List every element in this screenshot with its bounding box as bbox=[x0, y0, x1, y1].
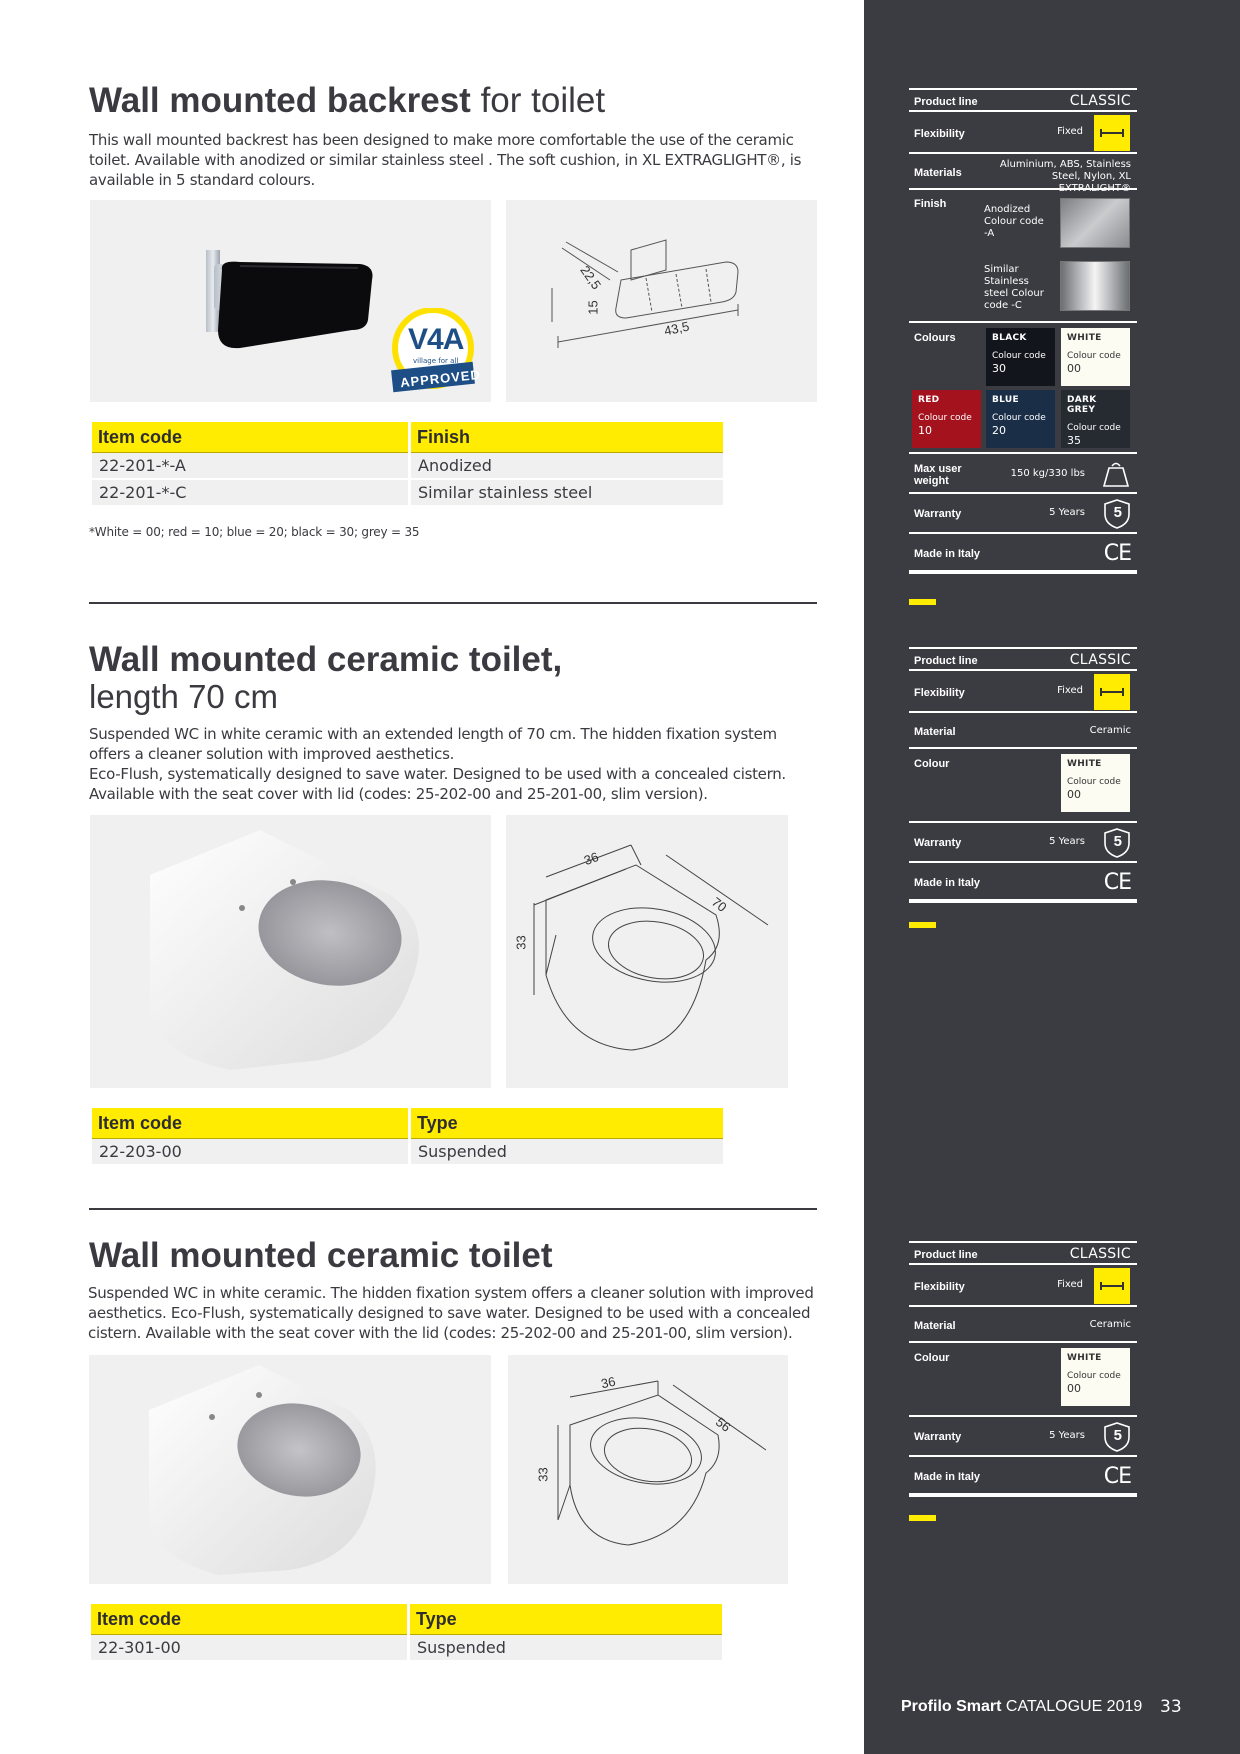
catalogue-footer bbox=[901, 1698, 1142, 1716]
table-header: Type bbox=[410, 1604, 722, 1635]
ce-mark-icon: CE bbox=[1103, 870, 1131, 895]
materials-row bbox=[909, 154, 1137, 194]
table-cell: Suspended bbox=[411, 1139, 723, 1166]
toilet-70-photo bbox=[90, 815, 491, 1088]
colour-chip-white: WHITE Colour code 00 bbox=[1061, 1348, 1130, 1406]
warranty-label: Warranty bbox=[914, 837, 962, 849]
warranty-value: 5 Years bbox=[1049, 507, 1085, 518]
product-line-row bbox=[909, 88, 1137, 112]
colour-chip-black: BLACK Colour code 30 bbox=[986, 328, 1055, 386]
warranty-label: Warranty bbox=[914, 508, 962, 520]
colour-footnote: *White = 00; red = 10; blue = 20; black = 30; grey = 35 bbox=[89, 525, 420, 539]
section-description: Suspended WC in white ceramic. The hidden fixation system offers a cleaner solution with improved aesthetics. Eco-Flush, systematically designed to save water. Designed to be used with a concealed cistern. Available with the seat cover with the lid (codes: 25-202-00 and 25-201-00, slim version). bbox=[88, 1284, 814, 1342]
flexibility-row bbox=[909, 1265, 1137, 1307]
section-divider bbox=[89, 602, 817, 604]
made-in-italy-label: Made in Italy bbox=[914, 1471, 981, 1483]
fixed-flexibility-icon bbox=[1094, 674, 1130, 710]
product-line-value: CLASSIC bbox=[1069, 1246, 1131, 1262]
table-cell: 22-301-00 bbox=[91, 1635, 407, 1662]
colour-row bbox=[909, 749, 1137, 823]
warranty-row bbox=[909, 494, 1137, 534]
section-title: Wall mounted ceramic toilet bbox=[89, 1236, 553, 1275]
table-cell: Suspended bbox=[410, 1635, 722, 1662]
table-row bbox=[92, 480, 723, 507]
backrest-photo bbox=[90, 200, 491, 402]
section-description: Suspended WC in white ceramic with an extended length of 70 cm. The hidden fixation system offers a cleaner solution with improved aesthetics. bbox=[89, 725, 777, 763]
fixed-flexibility-icon bbox=[1094, 1268, 1130, 1304]
flexibility-row bbox=[909, 112, 1137, 154]
colour-chip-blue: BLUE Colour code 20 bbox=[986, 390, 1055, 448]
table-row bbox=[92, 1139, 723, 1166]
made-in-italy-row bbox=[909, 863, 1137, 903]
ce-mark-icon: CE bbox=[1103, 541, 1131, 566]
page-number: 33 bbox=[1160, 1697, 1182, 1717]
item-code-table bbox=[89, 1108, 726, 1166]
finish-label: Finish bbox=[914, 198, 947, 210]
section-description: Eco-Flush, systematically designed to save water. Designed to be used with a concealed cistern. Available with the seat cover with lid (codes: 25-202-00 and 25-201-00, slim version). bbox=[89, 765, 786, 803]
anodized-swatch bbox=[1060, 198, 1130, 248]
yellow-accent-mark bbox=[909, 1515, 936, 1521]
colour-chip-red: RED Colour code 10 bbox=[912, 390, 981, 448]
section-backrest bbox=[89, 82, 817, 120]
made-in-italy-row bbox=[909, 534, 1137, 574]
warranty-label: Warranty bbox=[914, 1431, 962, 1443]
catalogue-label: CATALOGUE 2019 bbox=[1005, 1698, 1143, 1715]
colour-chip-white: WHITE Colour code 00 bbox=[1061, 754, 1130, 812]
backrest-drawing: 22,5 15 43,5 bbox=[506, 200, 817, 402]
material-row bbox=[909, 1307, 1137, 1343]
flexibility-label: Flexibility bbox=[914, 687, 965, 699]
spec-panel-toilet-70 bbox=[909, 647, 1137, 903]
max-weight-value: 150 kg/330 lbs bbox=[1010, 468, 1085, 479]
table-row bbox=[91, 1635, 722, 1662]
section-subtitle: length 70 cm bbox=[89, 678, 278, 715]
table-cell: 22-201-*-A bbox=[92, 453, 408, 480]
toilet-70-drawing: 36 70 33 bbox=[506, 815, 788, 1088]
colour-label: Colour bbox=[914, 758, 950, 770]
made-in-italy-row bbox=[909, 1457, 1137, 1497]
flexibility-value: Fixed bbox=[1057, 1279, 1083, 1290]
made-in-italy-label: Made in Italy bbox=[914, 877, 981, 889]
max-weight-label: Max user weight bbox=[914, 463, 962, 487]
product-line-row bbox=[909, 1241, 1137, 1265]
table-row bbox=[92, 453, 723, 480]
product-line-row bbox=[909, 647, 1137, 671]
brand-name: Profilo Smart bbox=[901, 1698, 1002, 1715]
section-title: Wall mounted ceramic toilet, bbox=[89, 640, 563, 679]
flexibility-label: Flexibility bbox=[914, 1281, 965, 1293]
warranty-number: 5 bbox=[1113, 1427, 1122, 1444]
table-header: Item code bbox=[91, 1604, 407, 1635]
toilet-drawing: 36 56 33 bbox=[508, 1355, 788, 1584]
table-cell: 22-203-00 bbox=[92, 1139, 408, 1166]
colour-label: Colour bbox=[914, 1352, 950, 1364]
material-label: Material bbox=[914, 1320, 956, 1332]
item-code-table bbox=[88, 1604, 725, 1662]
table-header: Item code bbox=[92, 1108, 408, 1139]
warranty-number: 5 bbox=[1113, 504, 1122, 521]
stainless-swatch bbox=[1060, 261, 1130, 311]
material-value: Ceramic bbox=[1089, 1319, 1131, 1330]
section-toilet bbox=[89, 1237, 817, 1275]
spec-panel-toilet bbox=[909, 1241, 1137, 1497]
colour-chip-dark-grey: DARK GREY Colour code 35 bbox=[1061, 390, 1130, 448]
section-description: This wall mounted backrest has been designed to make more comfortable the use of the ceramic toilet. Available with anodized or similar stainless steel . The soft cushion, in XL EXTRAGLIGHT®, is available in 5 standard colours. bbox=[89, 131, 802, 189]
colour-chip-white: WHITE Colour code 00 bbox=[1061, 328, 1130, 386]
product-line-label: Product line bbox=[914, 1249, 978, 1261]
v4a-approved-badge: V4A village for all APPROVED bbox=[390, 308, 476, 394]
flexibility-row bbox=[909, 671, 1137, 713]
made-in-italy-label: Made in Italy bbox=[914, 548, 981, 560]
section-title: Wall mounted backrest for toilet bbox=[89, 81, 606, 120]
table-cell: 22-201-*-C bbox=[92, 480, 408, 507]
warranty-value: 5 Years bbox=[1049, 836, 1085, 847]
max-weight-row bbox=[909, 454, 1137, 494]
fixed-flexibility-icon bbox=[1094, 115, 1130, 151]
table-header: Type bbox=[411, 1108, 723, 1139]
warranty-row bbox=[909, 823, 1137, 863]
section-toilet-70 bbox=[89, 641, 817, 715]
ce-mark-icon: CE bbox=[1103, 1464, 1131, 1489]
table-cell: Anodized bbox=[411, 453, 723, 480]
yellow-accent-mark bbox=[909, 922, 936, 928]
material-row bbox=[909, 713, 1137, 749]
weight-icon bbox=[1101, 460, 1131, 488]
warranty-value: 5 Years bbox=[1049, 1430, 1085, 1441]
finish-anodized-label: Anodized Colour code -A bbox=[984, 204, 1044, 239]
materials-label: Materials bbox=[914, 167, 962, 179]
flexibility-value: Fixed bbox=[1057, 685, 1083, 696]
warranty-row bbox=[909, 1417, 1137, 1457]
product-line-value: CLASSIC bbox=[1069, 652, 1131, 668]
product-line-label: Product line bbox=[914, 655, 978, 667]
product-line-label: Product line bbox=[914, 96, 978, 108]
finish-stainless-label: Similar Stainless steel Colour code -C bbox=[984, 264, 1044, 311]
flexibility-value: Fixed bbox=[1057, 126, 1083, 137]
colours-label: Colours bbox=[914, 332, 956, 344]
materials-value: Aluminium, ABS, Stainless Steel, Nylon, XL EXTRALIGHT® bbox=[999, 159, 1131, 194]
table-header: Item code bbox=[92, 422, 408, 453]
material-label: Material bbox=[914, 726, 956, 738]
table-cell: Similar stainless steel bbox=[411, 480, 723, 507]
colour-row bbox=[909, 1343, 1137, 1417]
material-value: Ceramic bbox=[1089, 725, 1131, 736]
colours-row bbox=[909, 323, 1137, 454]
flexibility-label: Flexibility bbox=[914, 128, 965, 140]
spec-panel-backrest bbox=[909, 88, 1137, 574]
warranty-number: 5 bbox=[1113, 833, 1122, 850]
toilet-photo bbox=[89, 1355, 491, 1584]
yellow-accent-mark bbox=[909, 599, 936, 605]
product-line-value: CLASSIC bbox=[1069, 93, 1131, 109]
table-header: Finish bbox=[411, 422, 723, 453]
finish-row bbox=[909, 190, 1137, 323]
section-divider bbox=[89, 1208, 817, 1210]
item-code-table bbox=[89, 422, 726, 507]
